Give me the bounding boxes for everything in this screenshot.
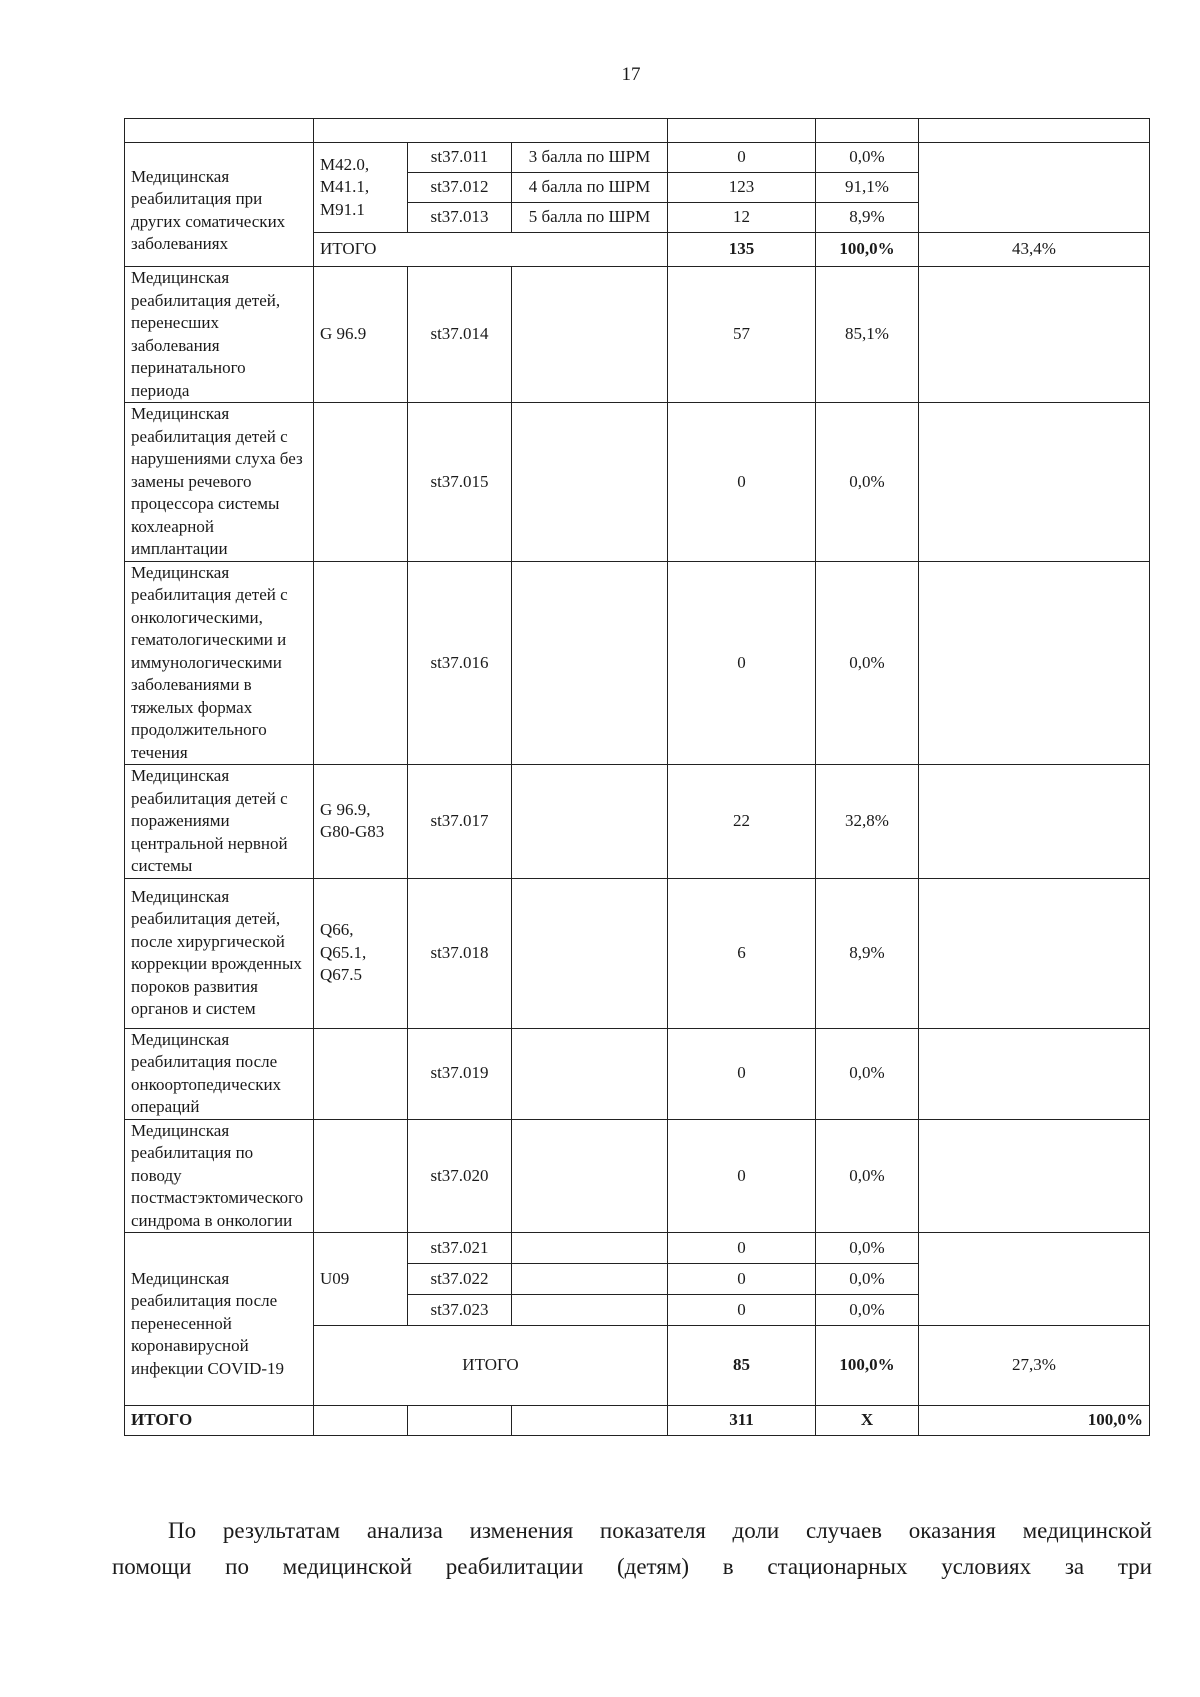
score-label: 4 балла по ШРМ [512,173,668,203]
case-share: 0,0% [816,403,919,562]
case-share: 0,0% [816,1028,919,1119]
case-share: 0,0% [816,1119,919,1233]
row-name: Медицинская реабилитация детей с поражениями центральной нервной системы [125,765,314,879]
table-row [125,1028,1150,1119]
table-row [125,403,1150,562]
case-count: 0 [668,143,816,173]
row-codes: G 96.9 [314,267,408,403]
page-number: 17 [621,64,641,85]
table-row [125,561,1150,765]
row-codes: Q66, Q65.1, Q67.5 [314,878,408,1028]
case-share: 91,1% [816,173,919,203]
case-count: 0 [668,403,816,562]
ksg-code: st37.017 [408,765,512,879]
row-codes [314,561,408,765]
grand-total-label: ИТОГО [125,1406,314,1436]
case-count: 0 [668,561,816,765]
ksg-code: st37.021 [408,1233,512,1264]
case-share: 32,8% [816,765,919,879]
case-count: 0 [668,1264,816,1295]
subtotal-overall-share: 27,3% [919,1326,1150,1406]
ksg-code: st37.016 [408,561,512,765]
paragraph-line-2: помощи по медицинской реабилитации (детям) в стационарных условиях за три [112,1554,1152,1579]
ksg-code: st37.013 [408,203,512,233]
score-label: 3 балла по ШРМ [512,143,668,173]
row-name: Медицинская реабилитация после перенесенной коронавирусной инфекции COVID-19 [125,1233,314,1406]
rehab-table [124,118,1150,1436]
paragraph-line-1: По результатам анализа изменения показателя доли случаев оказания медицинской [168,1518,1152,1543]
row-codes: G 96.9, G80-G83 [314,765,408,879]
case-share: 85,1% [816,267,919,403]
subtotal-label: ИТОГО [314,233,668,267]
row-name: Медицинская реабилитация детей, перенесших заболевания перинатального периода [125,267,314,403]
grand-total-share: X [816,1406,919,1436]
row-codes [314,403,408,562]
ksg-code: st37.023 [408,1295,512,1326]
subtotal-overall-share: 43,4% [919,233,1150,267]
ksg-code: st37.015 [408,403,512,562]
subtotal-count: 85 [668,1326,816,1406]
case-share: 0,0% [816,143,919,173]
case-share: 8,9% [816,878,919,1028]
case-count: 22 [668,765,816,879]
case-share: 0,0% [816,1264,919,1295]
ksg-code: st37.019 [408,1028,512,1119]
table-row [125,143,1150,173]
ksg-code: st37.011 [408,143,512,173]
table-row [125,878,1150,1028]
row-codes [314,1119,408,1233]
table-header-row [125,119,1150,143]
subtotal-label: ИТОГО [314,1326,668,1406]
row-name: Медицинская реабилитация детей с нарушениями слуха без замены речевого процессора системы кохлеарной имплантации [125,403,314,562]
row-name: Медицинская реабилитация по поводу постмастэктомического синдрома в онкологии [125,1119,314,1233]
case-count: 123 [668,173,816,203]
row-name: Медицинская реабилитация при других соматических заболеваниях [125,143,314,267]
analysis-paragraph [112,1513,1152,1585]
case-count: 0 [668,1233,816,1264]
grand-total-overall: 100,0% [919,1406,1150,1436]
grand-total-count: 311 [668,1406,816,1436]
row-name: Медицинская реабилитация детей, после хирургической коррекции врожденных пороков развития органов и систем [125,878,314,1028]
grand-total-row [125,1406,1150,1436]
ksg-code: st37.022 [408,1264,512,1295]
row-codes [314,1028,408,1119]
case-count: 6 [668,878,816,1028]
case-count: 0 [668,1295,816,1326]
case-share: 8,9% [816,203,919,233]
row-name: Медицинская реабилитация после онкоортопедических операций [125,1028,314,1119]
case-count: 57 [668,267,816,403]
subtotal-share: 100,0% [816,1326,919,1406]
ksg-code: st37.018 [408,878,512,1028]
row-name: Медицинская реабилитация детей с онкологическими, гематологическими и иммунологическими заболеваниями в тяжелых формах продолжительного течения [125,561,314,765]
case-count: 0 [668,1028,816,1119]
table-row [125,765,1150,879]
case-share: 0,0% [816,1233,919,1264]
score-label: 5 балла по ШРМ [512,203,668,233]
table-row [125,267,1150,403]
row-codes: U09 [314,1233,408,1326]
ksg-code: st37.014 [408,267,512,403]
case-share: 0,0% [816,561,919,765]
case-count: 12 [668,203,816,233]
table-row [125,1119,1150,1233]
subtotal-count: 135 [668,233,816,267]
case-share: 0,0% [816,1295,919,1326]
ksg-code: st37.012 [408,173,512,203]
table-row [125,1233,1150,1264]
row-codes: M42.0, M41.1, M91.1 [314,143,408,233]
ksg-code: st37.020 [408,1119,512,1233]
case-count: 0 [668,1119,816,1233]
subtotal-share: 100,0% [816,233,919,267]
